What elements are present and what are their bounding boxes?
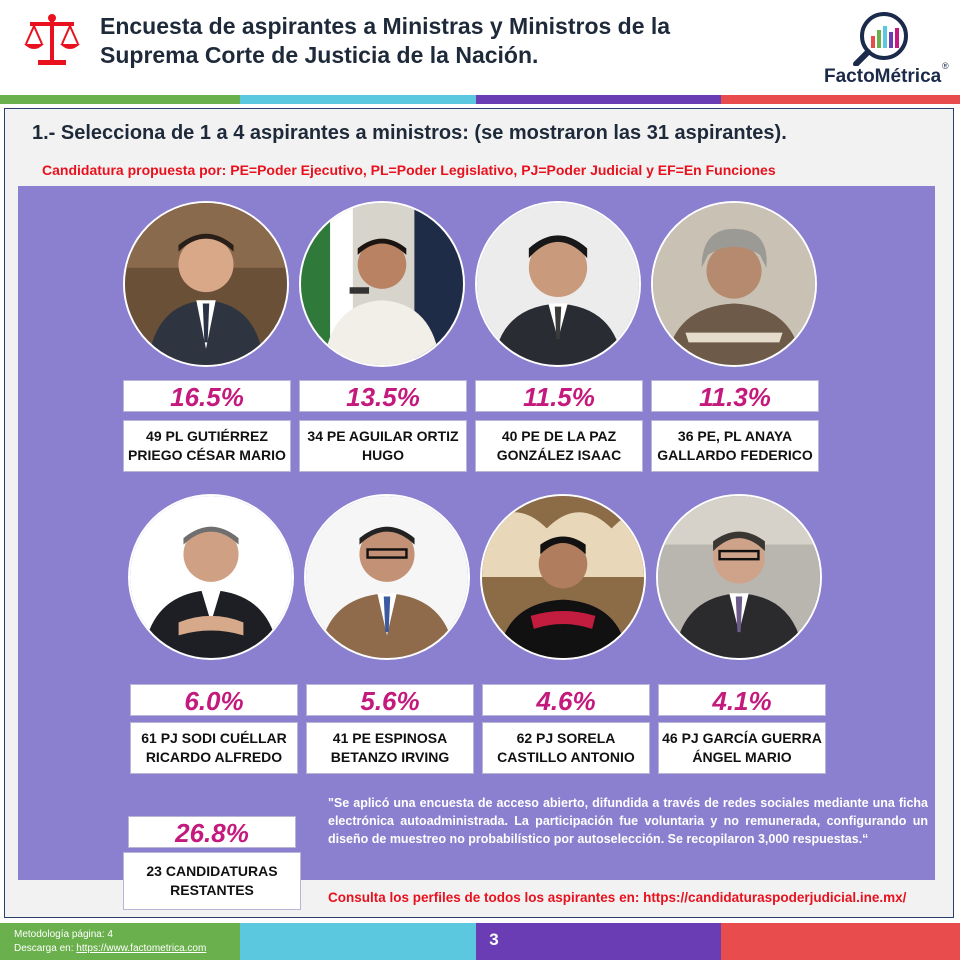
candidate-8-percent: 4.1%	[658, 684, 826, 716]
strip-cyan	[240, 95, 476, 104]
candidate-2-name: 34 PE AGUILAR ORTIZ HUGO	[299, 420, 467, 472]
candidate-8-name: 46 PJ GARCÍA GUERRA ÁNGEL MARIO	[658, 722, 826, 774]
footer-cyan	[240, 923, 476, 960]
consult-profiles-text: Consulta los perfiles de todos los aspirantes en: https://candidaturaspoderjudicial.ine.mx/	[328, 890, 907, 905]
color-strip	[0, 95, 960, 104]
legend-text: Candidatura propuesta por: PE=Poder Ejecutivo, PL=Poder Legislativo, PJ=Poder Judicial y EF=En Funciones	[42, 162, 776, 178]
methodology-page-note: Metodología página: 4	[14, 929, 113, 940]
candidate-2-percent: 13.5%	[299, 380, 467, 412]
candidate-6-name: 41 PE ESPINOSA BETANZO IRVING	[306, 722, 474, 774]
candidate-photo-2	[299, 201, 465, 367]
methodology-quote: "Se aplicó una encuesta de acceso abierto, difundida a través de redes sociales mediante una ficha electrónica autoadministrada. La participación fue voluntaria y no remunerada, configurando un diseño de muestreo no probabilístico por autoselección. Se recopilaron 3,000 respuestas.“	[328, 796, 928, 846]
remaining-candidates-label: 23 CANDIDATURAS RESTANTES	[123, 852, 301, 910]
candidate-6-percent: 5.6%	[306, 684, 474, 716]
candidate-1-percent: 16.5%	[123, 380, 291, 412]
candidate-4-percent: 11.3%	[651, 380, 819, 412]
candidate-3-percent: 11.5%	[475, 380, 643, 412]
candidate-7-name: 62 PJ SORELA CASTILLO ANTONIO	[482, 722, 650, 774]
logo-text: FactoMétrica	[824, 66, 942, 87]
download-line	[14, 942, 206, 956]
candidate-7-percent: 4.6%	[482, 684, 650, 716]
registered-mark: ®	[942, 61, 949, 71]
footer-red	[721, 923, 960, 960]
strip-red	[721, 95, 960, 104]
download-link[interactable]: https://www.factometrica.com	[76, 943, 207, 954]
title-line-1: Encuesta de aspirantes a Ministras y Ministros de la	[100, 13, 671, 39]
candidate-photo-7	[480, 494, 646, 660]
footer-purple	[476, 923, 721, 960]
download-label: Descarga en:	[14, 943, 77, 954]
strip-green	[0, 95, 240, 104]
remaining-percent: 26.8%	[128, 816, 296, 848]
page-title	[100, 12, 800, 70]
candidate-4-name: 36 PE, PL ANAYA GALLARDO FEDERICO	[651, 420, 819, 472]
header	[0, 0, 960, 95]
scales-of-justice-icon	[22, 10, 82, 70]
page-number: 3	[489, 930, 499, 949]
strip-purple	[476, 95, 721, 104]
magnifier-chart-icon	[818, 6, 954, 66]
candidate-5-name: 61 PJ SODI CUÉLLAR RICARDO ALFREDO	[130, 722, 298, 774]
candidate-photo-5	[128, 494, 294, 660]
candidate-photo-8	[656, 494, 822, 660]
title-line-2: Suprema Corte de Justicia de la Nación.	[100, 42, 539, 68]
candidate-photo-1	[123, 201, 289, 367]
footer-meta	[14, 928, 206, 956]
candidate-5-percent: 6.0%	[130, 684, 298, 716]
candidate-1-name: 49 PL GUTIÉRREZ PRIEGO CÉSAR MARIO	[123, 420, 291, 472]
factometrica-logo	[818, 6, 954, 90]
question-text: 1.- Selecciona de 1 a 4 aspirantes a ministros: (se mostraron las 31 aspirantes).	[32, 122, 787, 144]
candidate-3-name: 40 PE DE LA PAZ GONZÁLEZ ISAAC	[475, 420, 643, 472]
candidate-photo-6	[304, 494, 470, 660]
candidate-photo-3	[475, 201, 641, 367]
candidate-photo-4	[651, 201, 817, 367]
